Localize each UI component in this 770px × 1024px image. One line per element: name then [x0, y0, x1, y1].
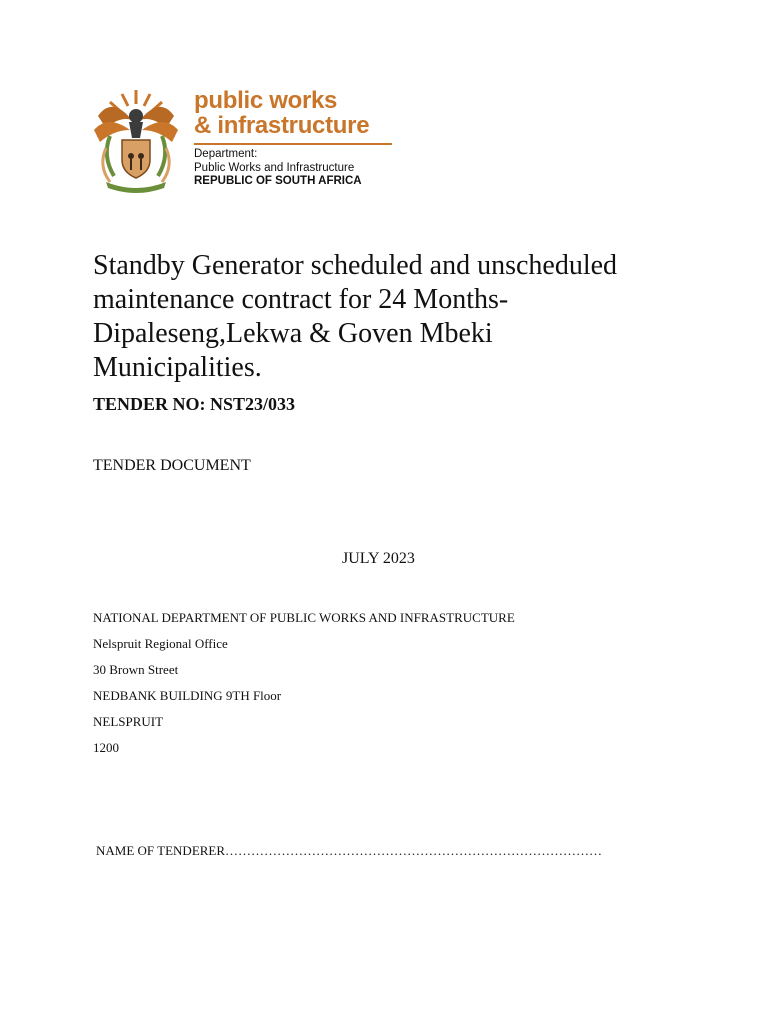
address-line: NEDBANK BUILDING 9TH Floor: [93, 688, 282, 703]
department-name: Public Works and Infrastructure: [194, 161, 355, 174]
office-address: [93, 605, 515, 761]
department-caption: [194, 148, 362, 189]
address-line: 1200: [93, 740, 119, 755]
coat-of-arms-icon: [92, 86, 180, 194]
brand-divider: [194, 143, 392, 145]
title-line: Standby Generator scheduled and unscheduled: [93, 250, 618, 281]
brand-line-public-works: public works: [194, 87, 338, 114]
document-title: [93, 249, 653, 385]
department-logo: [92, 86, 397, 194]
department-label: Department:: [194, 148, 258, 160]
address-line: NATIONAL DEPARTMENT OF PUBLIC WORKS AND INFRASTRUCTURE: [93, 610, 515, 625]
tenderer-name-field: NAME OF TENDERER……………………………………………………………………………: [96, 843, 603, 858]
brand-line-infrastructure: & infrastructure: [194, 112, 370, 139]
title-line: Municipalities.: [93, 352, 262, 383]
document-type: TENDER DOCUMENT: [93, 457, 251, 474]
address-line: Nelspruit Regional Office: [93, 636, 228, 651]
address-line: NELSPRUIT: [93, 714, 164, 729]
document-date: JULY 2023: [342, 550, 415, 567]
tender-number: TENDER NO: NST23/033: [93, 394, 296, 414]
address-line: 30 Brown Street: [93, 662, 179, 677]
title-line: maintenance contract for 24 Months-: [93, 284, 509, 315]
title-line: Dipaleseng,Lekwa & Goven Mbeki: [93, 318, 493, 349]
country-name: REPUBLIC OF SOUTH AFRICA: [194, 175, 362, 187]
brand-title: [194, 88, 369, 138]
